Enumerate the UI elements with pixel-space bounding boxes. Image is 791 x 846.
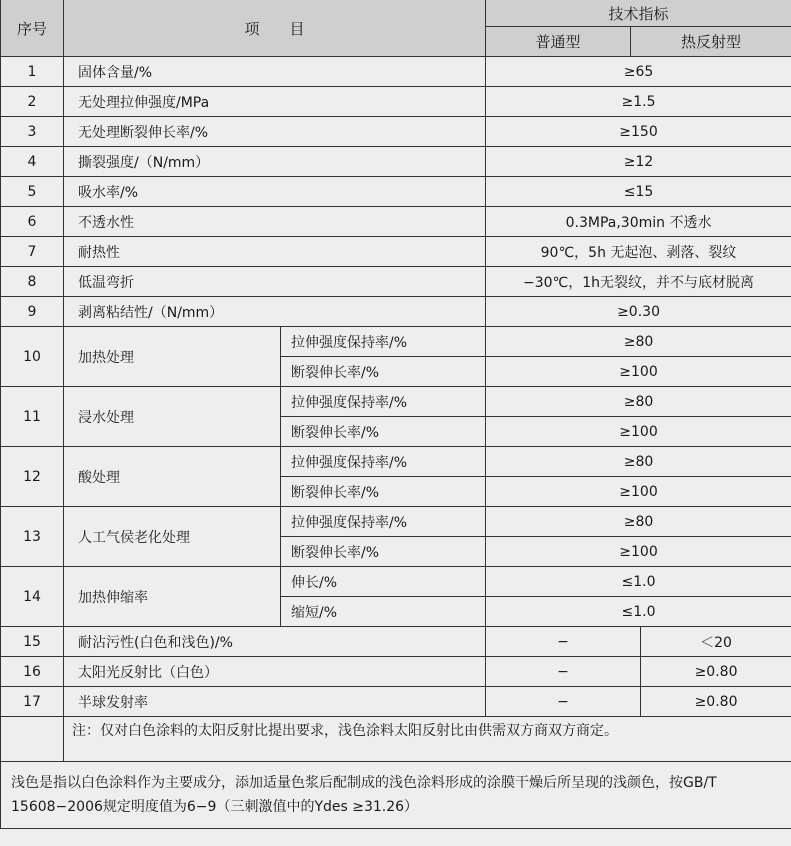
row-no: 9 — [1, 297, 64, 327]
note-spacer — [1, 717, 64, 762]
table-row — [1, 237, 791, 267]
row-item: 加热处理 — [64, 327, 281, 387]
normal-value: − — [486, 627, 641, 657]
row-value: ≥100 — [486, 357, 791, 387]
header-no: 序号 — [1, 0, 64, 57]
sub-item: 拉伸强度保持率/% — [281, 327, 486, 357]
table-row — [1, 567, 791, 597]
row-no: 17 — [1, 687, 64, 717]
row-no: 15 — [1, 627, 64, 657]
table-row — [1, 117, 791, 147]
row-value: ≥80 — [486, 507, 791, 537]
table-row — [1, 87, 791, 117]
row-item: 撕裂强度/（N/mm） — [64, 147, 486, 177]
sub-item: 拉伸强度保持率/% — [281, 447, 486, 477]
row-item: 耐热性 — [64, 237, 486, 267]
sub-item: 拉伸强度保持率/% — [281, 387, 486, 417]
reflective-value: ≥0.80 — [641, 687, 791, 717]
sub-item: 断裂伸长率/% — [281, 417, 486, 447]
note-row — [1, 717, 791, 762]
row-item: 加热伸缩率 — [64, 567, 281, 627]
row-no: 6 — [1, 207, 64, 237]
reflective-value: ≥0.80 — [641, 657, 791, 687]
row-item: 浸水处理 — [64, 387, 281, 447]
row-no: 12 — [1, 447, 64, 507]
reflective-value: ＜20 — [641, 627, 791, 657]
sub-item: 伸长/% — [281, 567, 486, 597]
row-item: 酸处理 — [64, 447, 281, 507]
table-row — [1, 327, 791, 357]
sub-item: 断裂伸长率/% — [281, 537, 486, 567]
row-item: 固体含量/% — [64, 57, 486, 87]
row-value: ≥150 — [486, 117, 791, 147]
row-item: 无处理断裂伸长率/% — [64, 117, 486, 147]
table-row — [1, 57, 791, 87]
row-value: ≤1.0 — [486, 597, 791, 627]
row-item: 无处理拉伸强度/MPa — [64, 87, 486, 117]
table-row — [1, 267, 791, 297]
header-reflective: 热反射型 — [631, 27, 791, 57]
row-value: ≤1.0 — [486, 567, 791, 597]
row-item: 太阳光反射比（白色） — [64, 657, 486, 687]
row-value: 90℃，5h 无起泡、剥落、裂纹 — [486, 237, 791, 267]
row-value: −30℃，1h无裂纹，并不与底材脱离 — [486, 267, 791, 297]
table-row — [1, 387, 791, 417]
row-value: ≥80 — [486, 327, 791, 357]
row-value: ≥80 — [486, 387, 791, 417]
sub-item: 拉伸强度保持率/% — [281, 507, 486, 537]
row-value: ≥80 — [486, 447, 791, 477]
header-spec: 技术指标 — [486, 0, 791, 27]
row-no: 8 — [1, 267, 64, 297]
row-value: 0.3MPa,30min 不透水 — [486, 207, 791, 237]
table-row — [1, 207, 791, 237]
row-value: ≥65 — [486, 57, 791, 87]
row-item: 人工气侯老化处理 — [64, 507, 281, 567]
sub-item: 断裂伸长率/% — [281, 357, 486, 387]
table-row — [1, 507, 791, 537]
row-no: 1 — [1, 57, 64, 87]
row-item: 吸水率/% — [64, 177, 486, 207]
row-value: ≥0.30 — [486, 297, 791, 327]
table-note: 注：仅对白色涂料的太阳反射比提出要求，浅色涂料太阳反射比由供需双方商双方商定。 — [64, 717, 791, 762]
table-row — [1, 297, 791, 327]
row-no: 10 — [1, 327, 64, 387]
normal-value: − — [486, 687, 641, 717]
row-value: ≥100 — [486, 417, 791, 447]
sub-item: 缩短/% — [281, 597, 486, 627]
normal-value: − — [486, 657, 641, 687]
row-no: 3 — [1, 117, 64, 147]
row-no: 11 — [1, 387, 64, 447]
row-no: 4 — [1, 147, 64, 177]
row-item: 半球发射率 — [64, 687, 486, 717]
table-row — [1, 687, 791, 717]
row-value: ≥1.5 — [486, 87, 791, 117]
header-item: 项 目 — [64, 0, 486, 57]
table-row — [1, 657, 791, 687]
footer-row — [1, 762, 791, 829]
table-row — [1, 627, 791, 657]
table-row — [1, 447, 791, 477]
sub-item: 断裂伸长率/% — [281, 477, 486, 507]
row-item: 耐沾污性(白色和浅色)/% — [64, 627, 486, 657]
row-no: 13 — [1, 507, 64, 567]
footer-text: 浅色是指以白色涂料作为主要成分，添加适量色浆后配制成的浅色涂料形成的涂膜干燥后所呈现的浅颜色，按GB/T 15608−2006规定明度值为6−9（三刺激值中的Ydes ≥31.26） — [1, 762, 791, 829]
row-value: ≥12 — [486, 147, 791, 177]
row-no: 7 — [1, 237, 64, 267]
row-no: 16 — [1, 657, 64, 687]
row-item: 低温弯折 — [64, 267, 486, 297]
row-no: 2 — [1, 87, 64, 117]
header-normal: 普通型 — [486, 27, 631, 57]
row-value: ≥100 — [486, 477, 791, 507]
row-item: 不透水性 — [64, 207, 486, 237]
row-value: ≥100 — [486, 537, 791, 567]
table-row — [1, 177, 791, 207]
row-no: 5 — [1, 177, 64, 207]
table-row — [1, 147, 791, 177]
row-value: ≤15 — [486, 177, 791, 207]
row-no: 14 — [1, 567, 64, 627]
row-item: 剥离粘结性/（N/mm） — [64, 297, 486, 327]
